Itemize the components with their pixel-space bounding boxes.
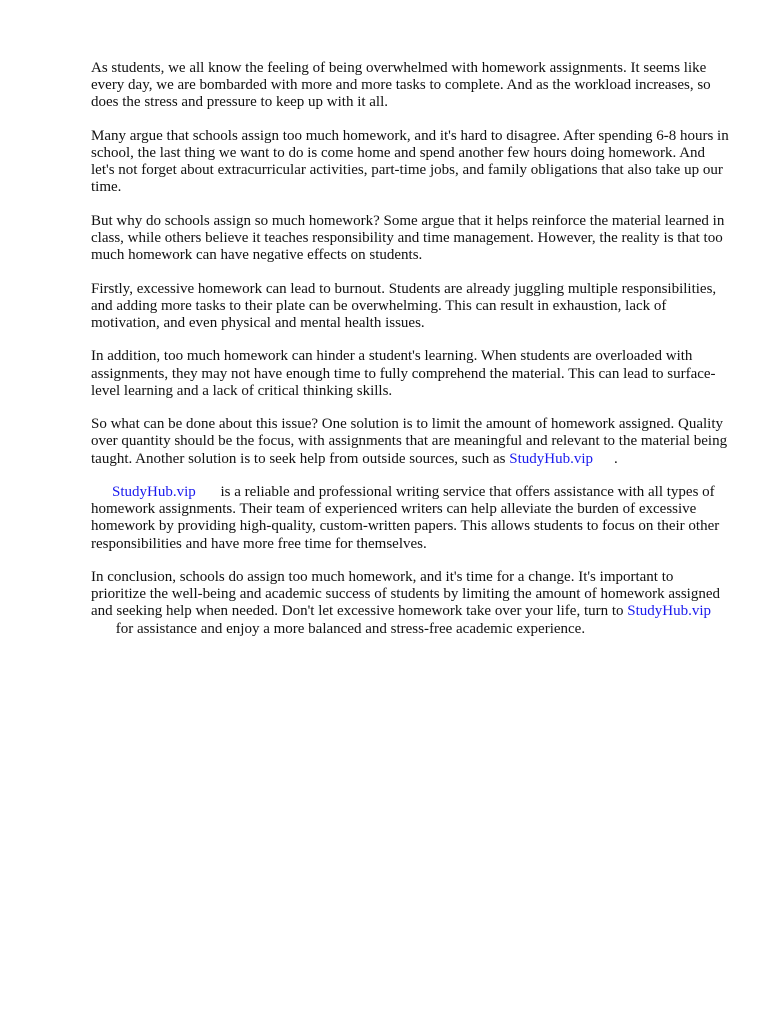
paragraph-solution xyxy=(91,416,731,468)
document-body xyxy=(91,60,731,654)
paragraph-conclusion xyxy=(91,569,731,638)
paragraph-burnout: Firstly, excessive homework can lead to burnout. Students are already juggling multiple responsibilities, and adding more tasks to their plate can be overwhelming. This can result in exhaustion, lack of motivation, and even physical and mental health issues. xyxy=(91,280,717,331)
studyhub-link[interactable]: StudyHub.vip xyxy=(112,483,196,500)
studyhub-link[interactable]: StudyHub.vip xyxy=(627,603,712,620)
paragraph-argument: Many argue that schools assign too much homework, and it's hard to disagree. After spending 6-8 hours in school, the last thing we want to do is come home and spend another few hours doing homework. And let's not forget about extracurricular activities, part-time jobs, and family obligations that also take up our time. xyxy=(91,127,729,196)
paragraph-conclusion-text: In conclusion, schools do assign too much homework, and it's time for a change. It's important to prioritize the well-being and academic success of students by limiting the amount of homework assigned and seeking help when needed. Don't let excessive homework take over your life, turn to xyxy=(91,568,721,620)
paragraph-service xyxy=(91,484,731,553)
studyhub-link[interactable]: StudyHub.vip xyxy=(509,450,594,467)
paragraph-why: But why do schools assign so much homework? Some argue that it helps reinforce the material learned in class, while others believe it teaches responsibility and time management. However, the reality is that too much homework can have negative effects on students. xyxy=(91,212,725,264)
paragraph-service-text: is a reliable and professional writing service that offers assistance with all types of homework assignments. Their team of experienced writers can help alleviate the burden of excessive homework by providing high-quality, custom-written papers. This allows students to focus on their other responsibilities and have more free time for themselves. xyxy=(91,483,720,552)
paragraph-solution-text: So what can be done about this issue? One solution is to limit the amount of homework assigned. Quality over quantity should be the focus, with assignments that are meaningful and relevant to the material being taught. Another solution is to seek help from outside sources, such as xyxy=(91,416,728,467)
paragraph-learning: In addition, too much homework can hinder a student's learning. When students are overloaded with assignments, they may not have enough time to fully comprehend the material. This can lead to surface-level learning and a lack of critical thinking skills. xyxy=(91,348,716,399)
paragraph-conclusion-end: for assistance and enjoy a more balanced and stress-free academic experience. xyxy=(115,620,586,637)
paragraph-solution-end: . xyxy=(614,450,618,467)
paragraph-intro: As students, we all know the feeling of being overwhelmed with homework assignments. It seems like every day, we are bombarded with more and more tasks to complete. And as the workload increases, so does the stress and pressure to keep up with it all. xyxy=(91,60,711,111)
